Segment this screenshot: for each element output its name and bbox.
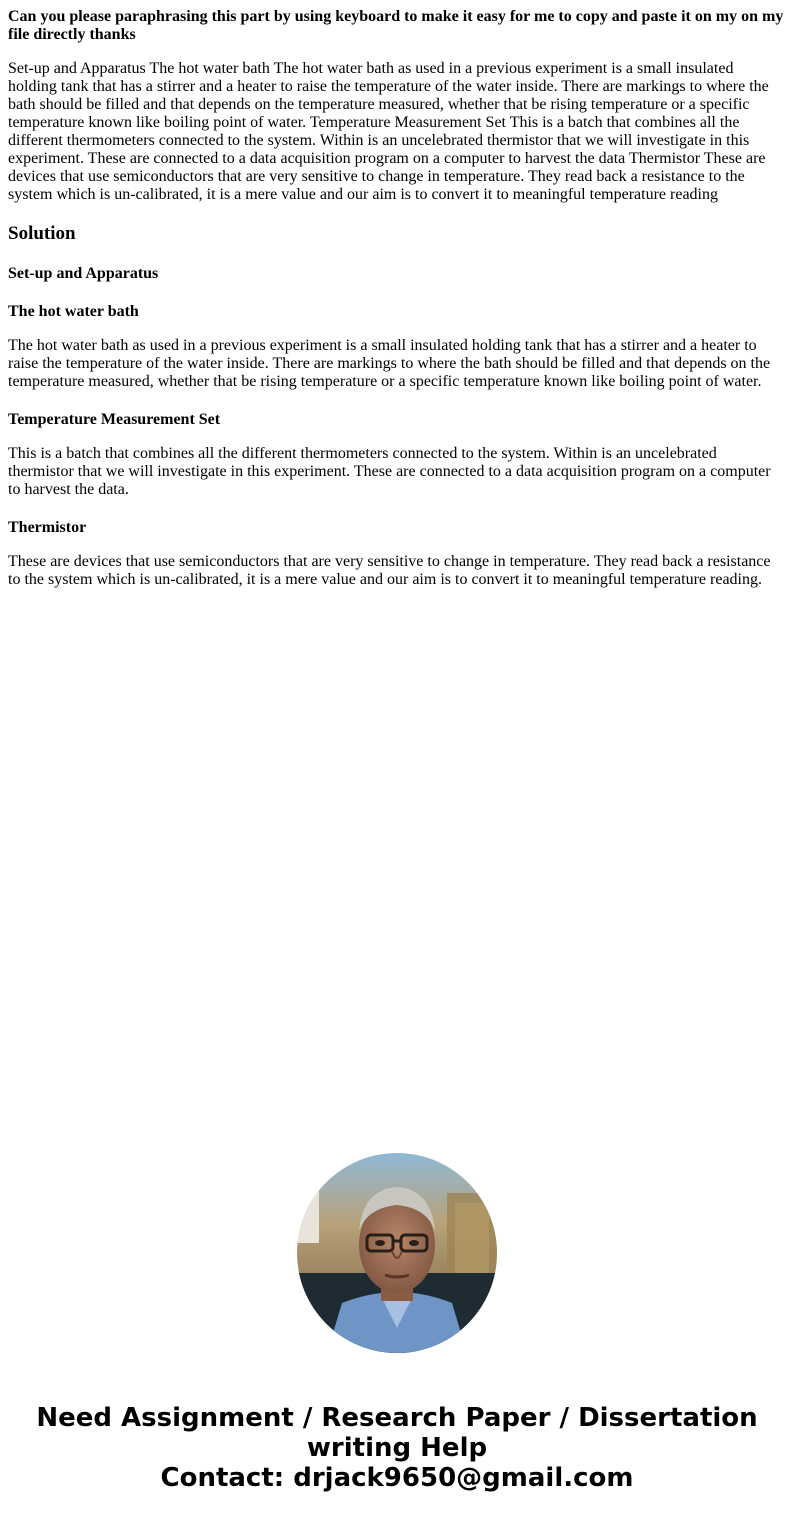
tutor-avatar — [297, 1153, 497, 1353]
setup-heading: Set-up and Apparatus — [8, 265, 159, 282]
hot-water-bath-heading: The hot water bath — [8, 303, 139, 320]
thermistor-text: These are devices that use semiconductors that are very sensitive to change in temperature. They read back a resistance to the system which is un-calibrated, it is a mere value and our aim is to convert it to meaningful temperature reading. — [8, 553, 771, 588]
temperature-measurement-text: This is a batch that combines all the different thermometers connected to the system. Within is an uncelebrated thermistor that we will investigate in this experiment. These are connected to a data acquisition program on a computer to harvest the data. — [8, 445, 771, 498]
solution-heading: Solution — [8, 223, 76, 244]
tutor-portrait-image — [297, 1153, 497, 1353]
contact-email: Contact: drjack9650@gmail.com — [160, 1463, 634, 1493]
question-title: Can you please paraphrasing this part by using keyboard to make it easy for me to copy and paste it on my on my file directly thanks — [8, 8, 784, 43]
question-body: Set-up and Apparatus The hot water bath The hot water bath as used in a previous experiment is a small insulated holding tank that has a stirrer and a heater to raise the temperature of the water inside. There are markings to where the bath should be filled and that depends on the temperature measured, whether that be rising temperature or a specific temperature known like boiling point of water. Temperature Measurement Set This is a batch that combines all the different thermometers connected to the system. Within is an uncelebrated thermistor that we will investigate in this experiment. These are connected to a data acquisition program on a computer to harvest the data Thermistor These are devices that use semiconductors that are very sensitive to change in temperature. They read back a resistance to the system which is un-calibrated, it is a mere value and our aim is to convert it to meaningful temperature reading — [8, 60, 769, 203]
temperature-measurement-heading: Temperature Measurement Set — [8, 411, 221, 428]
thermistor-heading: Thermistor — [8, 519, 87, 536]
hot-water-bath-text: The hot water bath as used in a previous experiment is a small insulated holding tank that has a stirrer and a heater to raise the temperature of the water inside. There are markings to where the bath should be filled and that depends on the temperature measured, whether that be rising temperature or a specific temperature known like boiling point of water. — [8, 337, 771, 390]
main-content — [8, 8, 786, 589]
promo-banner — [0, 1403, 794, 1493]
promo-line: Need Assignment / Research Paper / Dissertation writing Help — [36, 1403, 758, 1463]
